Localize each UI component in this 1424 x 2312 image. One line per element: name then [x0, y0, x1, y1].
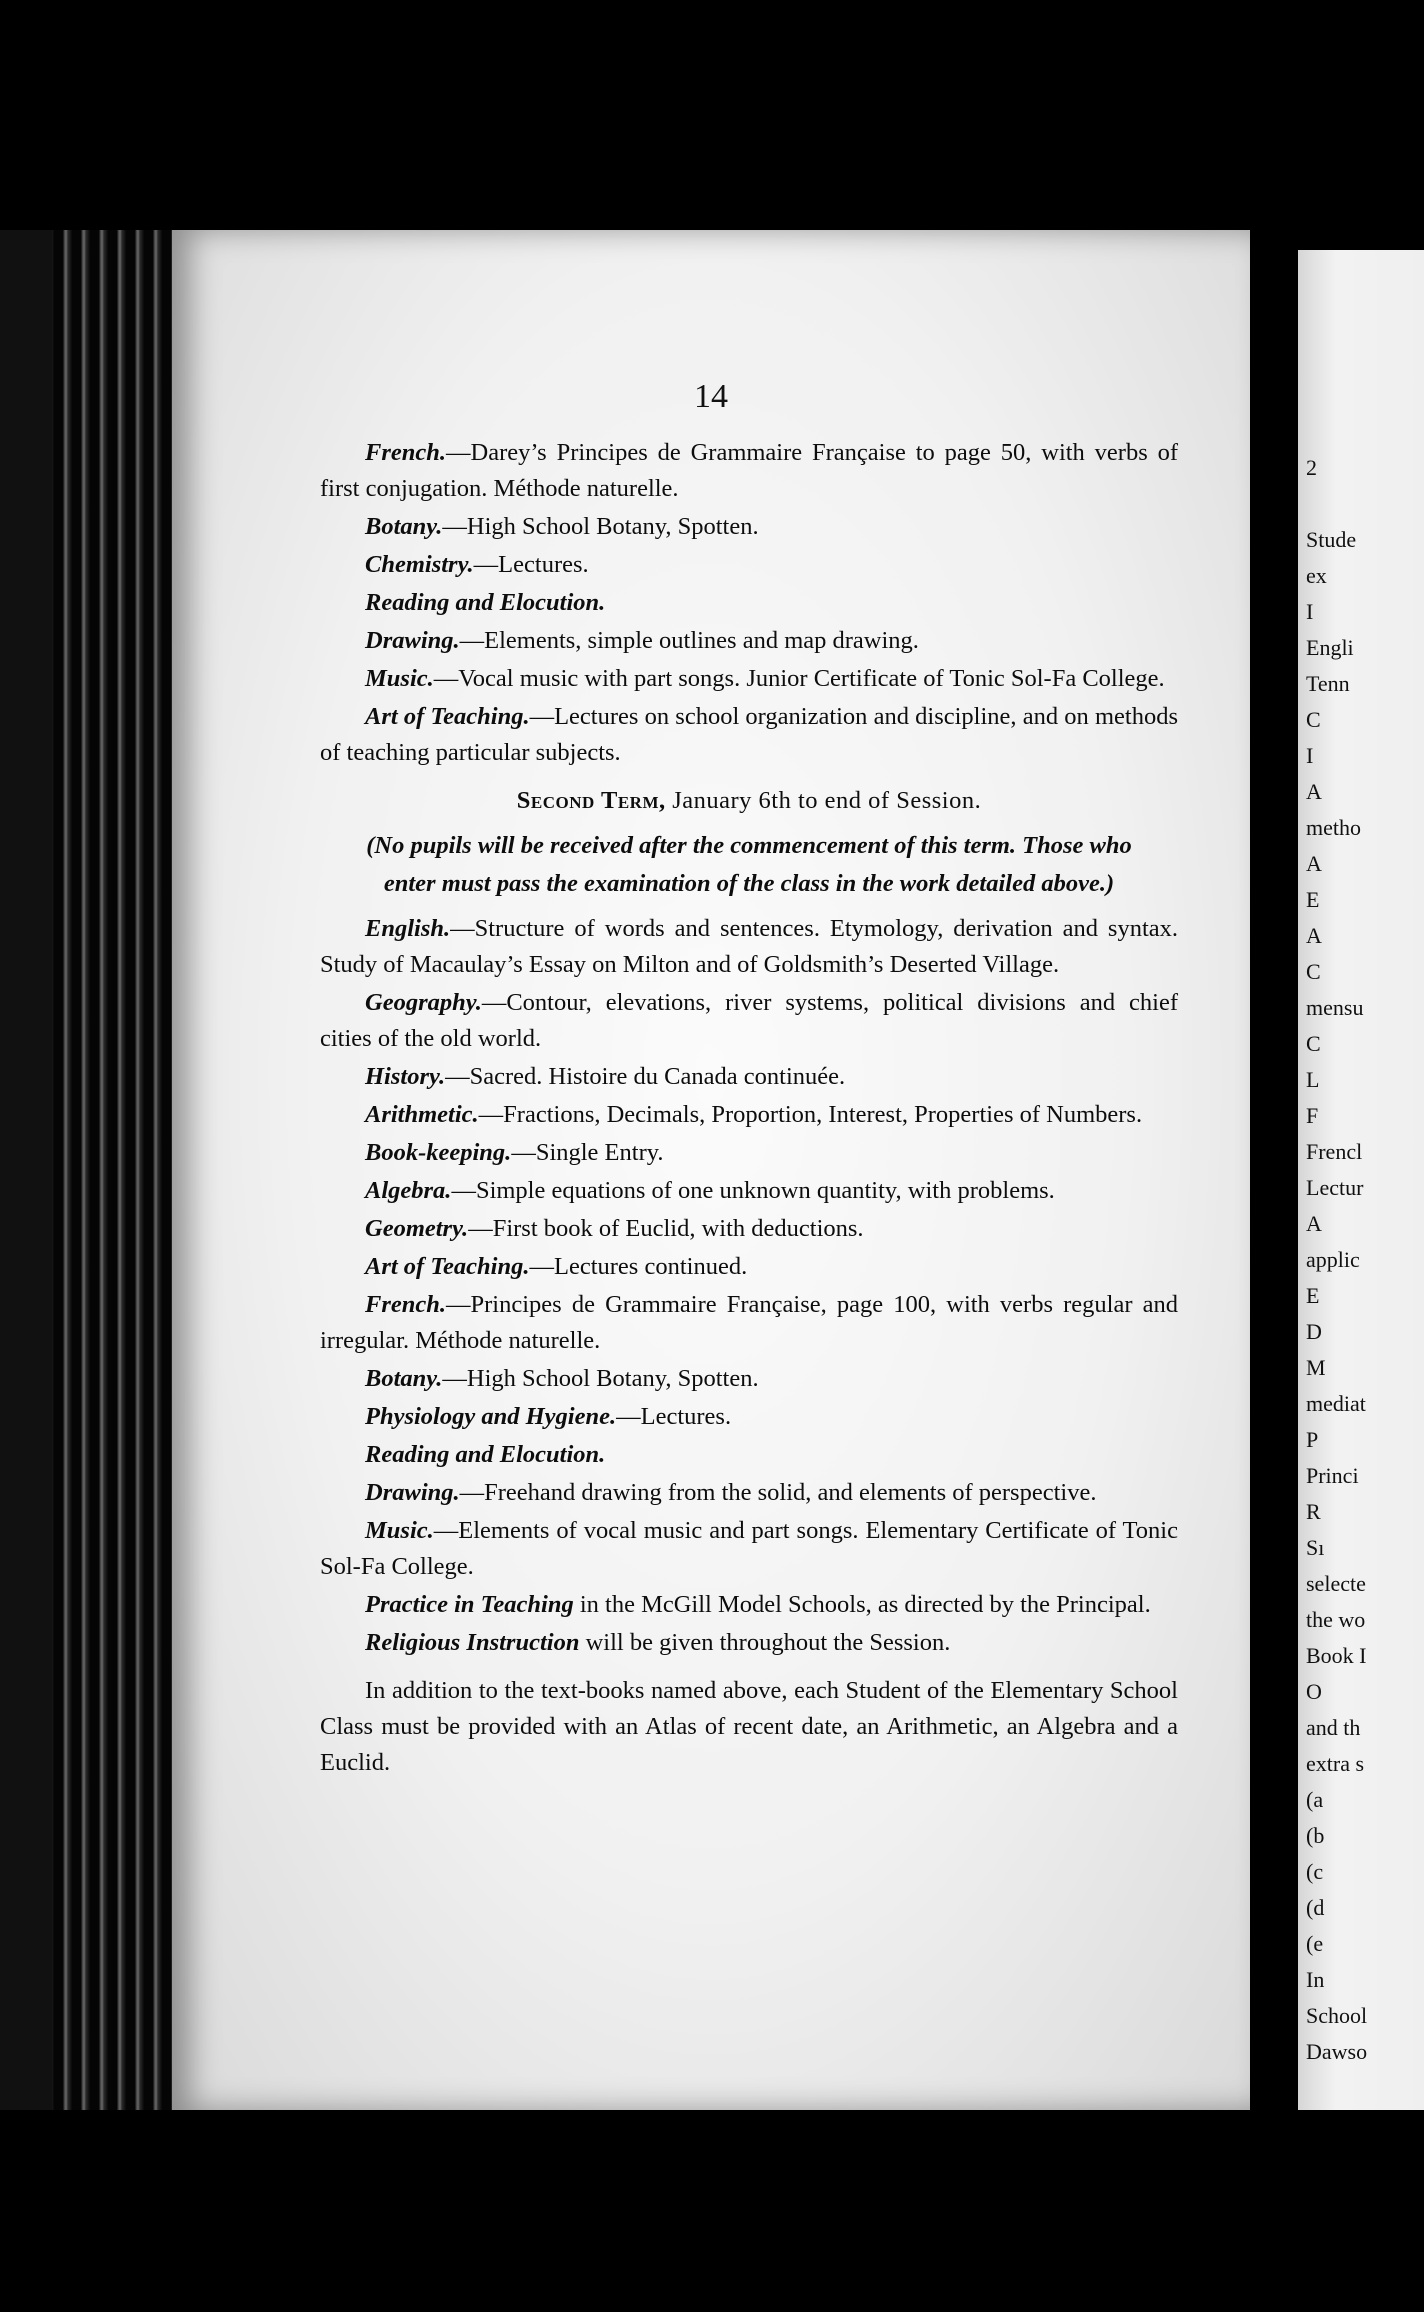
subject-entry — [320, 547, 1178, 583]
subject-name: Religious Instruction — [365, 1629, 580, 1656]
adjacent-page-fragment: M — [1306, 1355, 1326, 1380]
adjacent-page — [1298, 250, 1424, 2110]
adjacent-page-fragment: I — [1306, 743, 1314, 768]
subject-description: —Vocal music with part songs. Junior Certificate of Tonic Sol-Fa College. — [433, 665, 1165, 692]
subject-description: in the McGill Model Schools, as directed by the Principal. — [573, 1591, 1151, 1618]
subject-name: English. — [365, 915, 451, 942]
adjacent-page-fragment: R — [1306, 1499, 1321, 1524]
adjacent-page-fragment: extra s — [1306, 1751, 1365, 1776]
subject-entry — [320, 1625, 1178, 1661]
adjacent-page-fragment: A — [1306, 923, 1322, 948]
subject-description: —Structure of words and sentences. Etymology, derivation and syntax. Study of Macaulay’s Essay on Milton and of Goldsmith’s Deserted Village. — [320, 915, 1178, 978]
subject-name: Art of Teaching. — [365, 1253, 530, 1280]
adjacent-page-fragment: Book I — [1306, 1643, 1367, 1668]
subject-name: Botany. — [365, 513, 443, 540]
subject-description: —Single Entry. — [511, 1139, 664, 1166]
subject-description: —Simple equations of one unknown quantity, with problems. — [451, 1177, 1055, 1204]
adjacent-page-fragment: ex — [1306, 563, 1327, 588]
first-term-section — [320, 435, 1178, 771]
subject-description: will be given throughout the Session. — [579, 1629, 951, 1656]
adjacent-page-fragment: Frencl — [1306, 1139, 1363, 1164]
adjacent-page-fragment: Princi — [1306, 1463, 1359, 1488]
subject-name: Geometry. — [365, 1215, 469, 1242]
subject-description: —Sacred. Histoire du Canada continuée. — [445, 1063, 846, 1090]
subject-description: —Contour, elevations, river systems, political divisions and chief cities of the old world. — [320, 989, 1178, 1052]
adjacent-page-fragment: applic — [1306, 1247, 1360, 1272]
subject-description: —Lectures. — [473, 551, 589, 578]
subject-entry — [320, 985, 1178, 1057]
subject-entry — [320, 1249, 1178, 1285]
subject-name: Practice in Teaching — [365, 1591, 574, 1618]
subject-description: —Lectures continued. — [529, 1253, 748, 1280]
subject-description: —High School Botany, Spotten. — [442, 513, 759, 540]
adjacent-page-fragment: C — [1306, 959, 1321, 984]
subject-entry — [320, 1287, 1178, 1359]
subject-entry — [320, 1135, 1178, 1171]
book-cover-edge — [0, 230, 52, 2110]
second-term-heading-dates: January 6th to end of Session. — [665, 787, 982, 814]
subject-name: French. — [365, 1291, 447, 1318]
adjacent-page-fragment: mediat — [1306, 1391, 1366, 1416]
adjacent-page-fragment: O — [1306, 1679, 1322, 1704]
subject-entry — [320, 1399, 1178, 1435]
adjacent-page-fragment: E — [1306, 1283, 1320, 1308]
subject-entry — [320, 1059, 1178, 1095]
subject-name: History. — [365, 1063, 446, 1090]
adjacent-page-fragment: L — [1306, 1067, 1320, 1092]
subject-entry — [320, 1173, 1178, 1209]
adjacent-page-fragment: (b — [1306, 1823, 1325, 1848]
subject-description: —Principes de Grammaire Française, page 100, with verbs regular and irregular. Méthode naturelle. — [320, 1291, 1178, 1354]
subject-name: Chemistry. — [365, 551, 474, 578]
adjacent-page-fragment — [1306, 486, 1424, 522]
adjacent-page-fragment: Sı — [1306, 1535, 1325, 1560]
subject-entry — [320, 1211, 1178, 1247]
second-term-section — [320, 911, 1178, 1661]
subject-name: Physiology and Hygiene. — [365, 1403, 617, 1430]
second-term-heading-label: Second Term, — [516, 787, 666, 814]
subject-name: Music. — [365, 665, 434, 692]
subject-name: Drawing. — [365, 1479, 460, 1506]
subject-entry — [320, 435, 1178, 507]
page-body — [320, 435, 1178, 1783]
adjacent-page-fragment: Stude — [1306, 527, 1357, 552]
subject-entry — [320, 585, 1178, 621]
adjacent-page-fragment: A — [1306, 1211, 1322, 1236]
adjacent-page-fragment: selecte — [1306, 1571, 1366, 1596]
adjacent-page-fragment: School — [1306, 2003, 1368, 2028]
subject-entry — [320, 509, 1178, 545]
adjacent-page-text — [1306, 450, 1424, 2070]
adjacent-page-fragment: Tenn — [1306, 671, 1350, 696]
document-page — [172, 230, 1250, 2110]
subject-description: —Lectures. — [616, 1403, 732, 1430]
adjacent-page-fragment: Engli — [1306, 635, 1354, 660]
subject-entry — [320, 1587, 1178, 1623]
subject-entry — [320, 699, 1178, 771]
adjacent-page-fragment: (a — [1306, 1787, 1324, 1812]
subject-entry — [320, 911, 1178, 983]
adjacent-page-fragment: (c — [1306, 1859, 1324, 1884]
subject-name: Art of Teaching. — [365, 703, 530, 730]
subject-name: Book-keeping. — [365, 1139, 512, 1166]
adjacent-page-fragment: (e — [1306, 1931, 1324, 1956]
subject-name: Arithmetic. — [365, 1101, 479, 1128]
subject-entry — [320, 661, 1178, 697]
adjacent-page-fragment: Dawso — [1306, 2039, 1368, 2064]
adjacent-page-fragment: (d — [1306, 1895, 1325, 1920]
subject-name: Music. — [365, 1517, 434, 1544]
subject-name: Drawing. — [365, 627, 460, 654]
adjacent-page-fragment: In — [1306, 1967, 1325, 1992]
subject-name: Algebra. — [365, 1177, 452, 1204]
adjacent-page-fragment: and th — [1306, 1715, 1361, 1740]
subject-entry — [320, 1097, 1178, 1133]
adjacent-page-fragment: 2 — [1306, 455, 1317, 480]
subject-entry — [320, 623, 1178, 659]
subject-description: —Elements, simple outlines and map drawing. — [459, 627, 919, 654]
adjacent-page-fragment: mensu — [1306, 995, 1364, 1020]
adjacent-page-fragment: P — [1306, 1427, 1319, 1452]
adjacent-page-fragment: C — [1306, 707, 1321, 732]
adjacent-page-fragment: the wo — [1306, 1607, 1366, 1632]
adjacent-page-fragment: C — [1306, 1031, 1321, 1056]
subject-description: —First book of Euclid, with deductions. — [468, 1215, 864, 1242]
subject-description: —High School Botany, Spotten. — [442, 1365, 759, 1392]
adjacent-page-fragment: A — [1306, 851, 1322, 876]
subject-description: —Fractions, Decimals, Proportion, Interest, Properties of Numbers. — [478, 1101, 1143, 1128]
subject-entry — [320, 1475, 1178, 1511]
adjacent-page-fragment: metho — [1306, 815, 1361, 840]
subject-description: —Elements of vocal music and part songs. Elementary Certificate of Tonic Sol-Fa College. — [320, 1517, 1178, 1580]
closing-paragraph: In addition to the text-books named above, each Student of the Elementary School Class must be provided with an Atlas of recent date, an Arithmetic, an Algebra and a Euclid. — [320, 1677, 1178, 1776]
subject-name: Reading and Elocution. — [365, 589, 606, 616]
adjacent-page-fragment: F — [1306, 1103, 1319, 1128]
subject-name: French. — [365, 439, 447, 466]
subject-entry — [320, 1361, 1178, 1397]
subject-description: —Darey’s Principes de Grammaire Française to page 50, with verbs of first conjugation. Méthode naturelle. — [320, 439, 1178, 502]
subject-name: Geography. — [365, 989, 482, 1016]
subject-name: Botany. — [365, 1365, 443, 1392]
subject-description: —Freehand drawing from the solid, and elements of perspective. — [459, 1479, 1097, 1506]
second-term-heading — [320, 783, 1178, 819]
page-number: 14 — [694, 378, 728, 415]
adjacent-page-fragment: D — [1306, 1319, 1322, 1344]
subject-description: —Lectures on school organization and discipline, and on methods of teaching particular subjects. — [320, 703, 1178, 766]
adjacent-page-fragment: I — [1306, 599, 1314, 624]
second-term-note: (No pupils will be received after the commencement of this term. Those who enter must pass the examination of the class in the work detailed above.) — [366, 832, 1132, 897]
adjacent-page-fragment: Lectur — [1306, 1175, 1364, 1200]
subject-entry — [320, 1437, 1178, 1473]
subject-entry — [320, 1513, 1178, 1585]
adjacent-page-fragment: E — [1306, 887, 1320, 912]
adjacent-page-fragment: A — [1306, 779, 1322, 804]
subject-name: Reading and Elocution. — [365, 1441, 606, 1468]
